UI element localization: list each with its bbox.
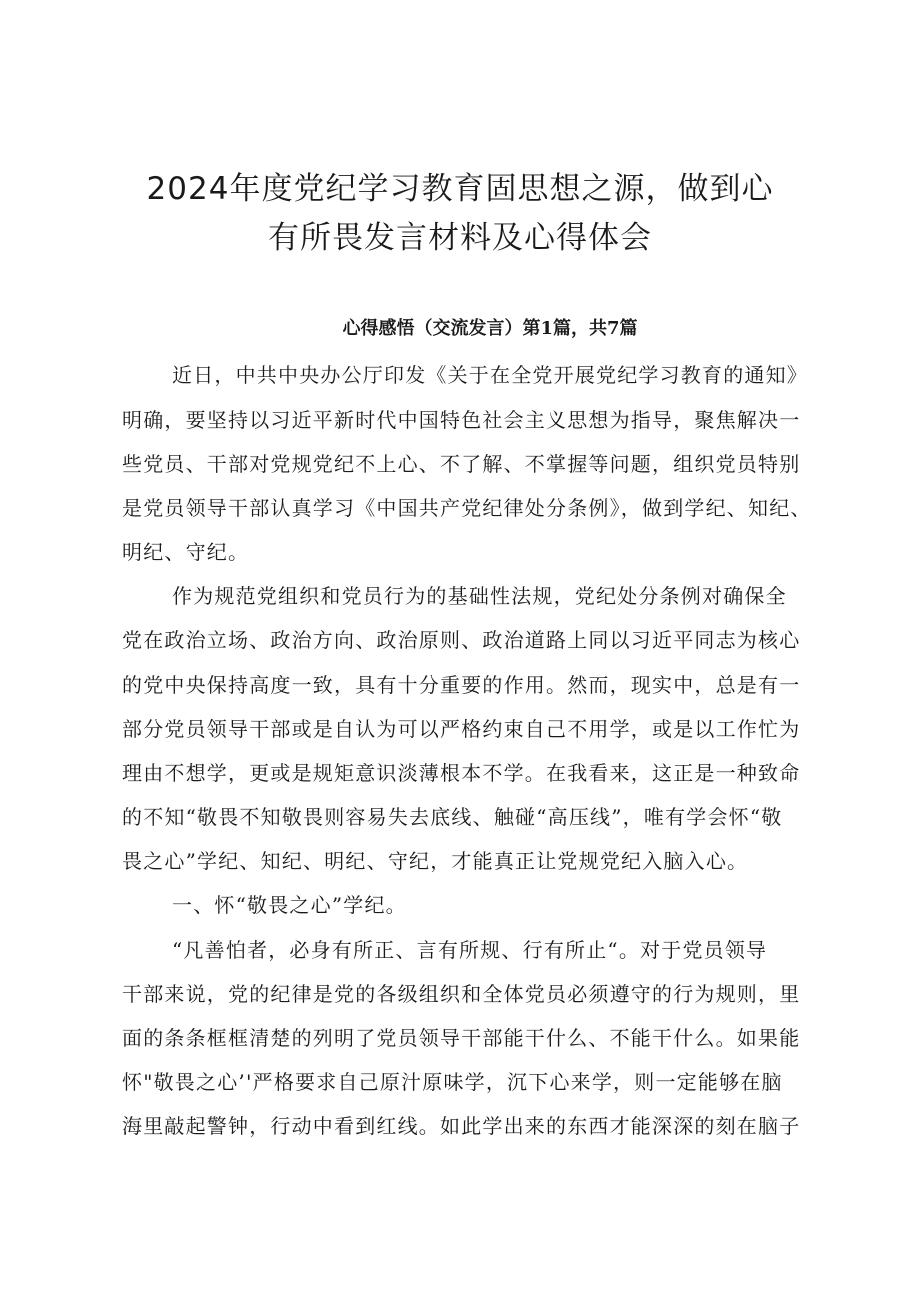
paragraph-line: 干部来说，党的纪律是党的各级组织和全体党员必须遵守的行为规则，里: [122, 982, 801, 1006]
paragraph-line: 明确，要坚持以习近平新时代中国特色社会主义思想为指导，聚焦解决一: [122, 408, 801, 432]
paragraph-line: 党在政治立场、政治方向、政治原则、政治道路上同以习近平同志为核心: [122, 628, 801, 652]
paragraph-line: 理由不想学，更或是规矩意识淡薄根本不学。在我看来，这正是一种致命: [122, 761, 801, 785]
paragraph-line: 作为规范党组织和党员行为的基础性法规，党纪处分条例对确保全: [172, 584, 787, 608]
section-heading: 心得感悟（交流发言）第1篇，共7篇: [342, 318, 638, 339]
paragraph-line: “凡善怕者，必身有所正、言有所规、行有所止“。对于党员领导: [172, 938, 768, 962]
paragraph-line: 怀"敬畏之心’'严格要求自己原汁原味学，沉下心来学，则一定能够在脑: [122, 1070, 783, 1094]
section-subheading: 一、怀“敬畏之心”学纪。: [172, 893, 407, 917]
document-title-line-2: 有所畏发言材料及心得体会: [268, 220, 652, 256]
document-title-line-1: 2024年度党纪学习教育固思想之源，做到心: [146, 171, 774, 207]
paragraph-line: 明纪、守纪。: [122, 540, 250, 564]
paragraph-line: 近日，中共中央办公厅印发《关于在全党开展党纪学习教育的通知》: [172, 363, 808, 387]
paragraph-line: 的不知“敬畏不知敬畏则容易失去底线、触碰“高压线”，唯有学会怀“敬: [122, 805, 783, 829]
paragraph-line: 海里敲起警钟，行动中看到红线。如此学出来的东西才能深深的刻在脑子: [122, 1114, 801, 1138]
paragraph-line: 畏之心”学纪、知纪、明纪、守纪，才能真正让党规党纪入脑入心。: [122, 849, 749, 873]
paragraph-line: 部分党员领导干部或是自认为可以严格约束自己不用学，或是以工作忙为: [122, 717, 801, 741]
paragraph-line: 面的条条框框清楚的列明了党员领导干部能干什么、不能干什么。如果能: [122, 1026, 801, 1050]
paragraph-line: 些党员、干部对党规党纪不上心、不了解、不掌握等问题，组织党员特别: [122, 452, 801, 476]
paragraph-line: 的党中央保持高度一致，具有十分重要的作用。然而，现实中，总是有一: [122, 673, 801, 697]
paragraph-line: 是党员领导干部认真学习《中国共产党纪律处分条例》，做到学纪、知纪、: [122, 496, 812, 520]
